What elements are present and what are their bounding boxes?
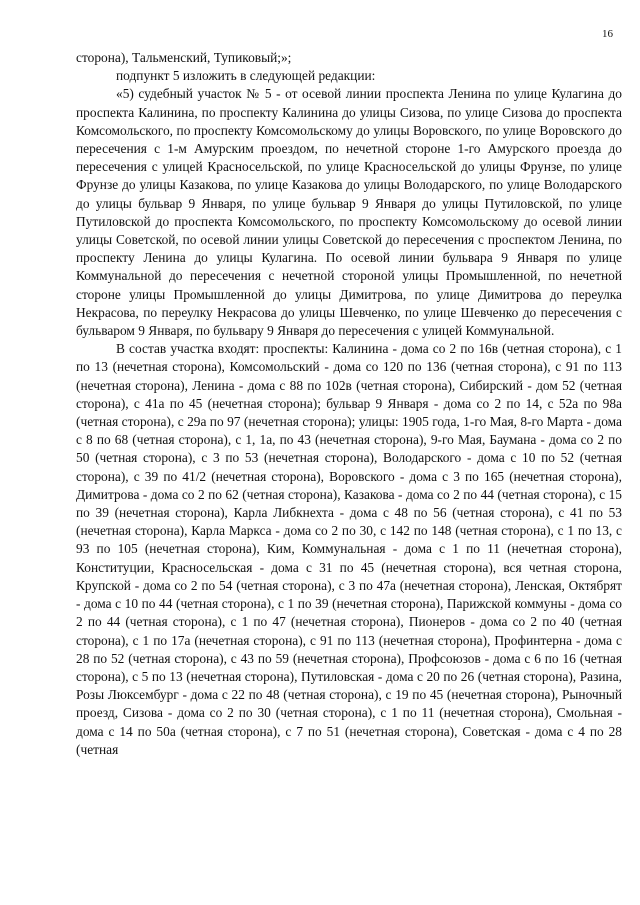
document-body [76,49,622,759]
paragraph-court-area-boundaries: «5) судебный участок № 5 - от осевой линии проспекта Ленина по улице Кулагина до проспекта Калинина, по проспекту Калинина до улицы Сизова, по улице Сизова до проспекта Комсомольского, по проспекту Комсомольскому до улицы Воровского, по улице Воровского до пересечения с 1-м Амурским проездом, по нечетной стороне 1-го Амурского проезда до пересечения с улицей Красносельской, по улице Красносельской до улицы Фрунзе, по улице Фрунзе до улицы Казакова, по улице Казакова до улицы Володарского, по улице Володарского до улицы бульвар 9 Января, по улице бульвар 9 Января до улицы Путиловской, по улице Путиловской до проспекта Комсомольского, по проспекту Комсомольскому до осевой линии улицы Советской, по осевой линии улицы Советской до пересечения с проспектом Ленина, по проспекту Ленина до улицы Кулагина. По осевой линии бульвара 9 Января по улице Коммунальной до пересечения с нечетной стороной улицы Промышленной, по нечетной стороне улицы Промышленной до улицы Димитрова, по улице Димитрова до переулка Некрасова, по переулку Некрасова до улицы Шевченко, по улице Шевченко до пересечения с бульваром 9 Января, по бульвару 9 Января до пересечения с улицей Коммунальной. [76,86,622,339]
paragraph-continuation: сторона), Тальменский, Тупиковый;»; [76,50,292,65]
paragraph-subpoint-intro: подпункт 5 изложить в следующей редакции: [116,68,376,84]
paragraph-court-area-composition: В состав участка входят: проспекты: Калинина - дома со 2 по 16в (четная сторона), с 1 по 13 (нечетная сторона), Комсомольский - дома со 120 по 136 (четная сторона), с 91 по 113 (нечетная сторона), Ленина - дома с 88 по 102в (четная сторона), Сибирский - дом 52 (четная сторона), с 41а по 45 (нечетная сторона); бульвар 9 Января - дома со 2 по 14, с 52а по 98а (четная сторона), с 29а по 97 (нечетная сторона); улицы: 1905 года, 1-го Мая, 8-го Марта - дома с 8 по 68 (четная сторона), с 1, 1а, по 43 (нечетная сторона), 9-го Мая, Баумана - дома со 2 по 50 (четная сторона), с 3 по 53 (нечетная сторона), Володарского - дома с 10 по 52 (четная сторона), с 39 по 41/2 (нечетная сторона), Воровского - дома с 3 по 165 (нечетная сторона), Димитрова - дома со 2 по 62 (четная сторона), Казакова - дома со 2 по 44 (четная сторона), с 15 по 39 (нечетная сторона), Карла Либкнехта - дома с 48 по 56 (четная сторона), с 41 по 53 (нечетная сторона), Карла Маркса - дома со 2 по 30, с 142 по 148 (четная сторона), с 1 по 13, с 93 по 105 (нечетная сторона), Ким, Коммунальная - дома с 1 по 11 (нечетная сторона), Конституции, Красносельская - дома с 31 по 45 (нечетная сторона), вся четная сторона, Крупской - дома со 2 по 54 (четная сторона), с 3 по 47а (нечетная сторона), Ленская, Октябрят - дома с 10 по 44 (четная сторона), с 1 по 39 (нечетная сторона), Парижской коммуны - дома со 2 по 44 (четная сторона), с 1 по 47 (нечетная сторона), Пионеров - дома со 2 по 40 (четная сторона), с 1 по 17а (нечетная сторона), с 91 по 113 (нечетная сторона), Профинтерна - дома с 28 по 52 (четная сторона), с 43 по 59 (нечетная сторона), Профсоюзов - дома с 6 по 16 (четная сторона), с 5 по 13 (нечетная сторона), Путиловская - дома с 20 по 26 (четная сторона), Разина, Розы Люксембург - дома с 22 по 48 (четная сторона), с 19 по 45 (нечетная сторона), Рыночный проезд, Сизова - дома со 2 по 30 (четная сторона), с 1 по 11 (нечетная сторона), Смольная - дома с 14 по 50а (четная сторона), с 7 по 51 (нечетная сторона), Советская - дома с 4 по 28 (четная [76,341,622,757]
page-number: 16 [602,28,613,40]
